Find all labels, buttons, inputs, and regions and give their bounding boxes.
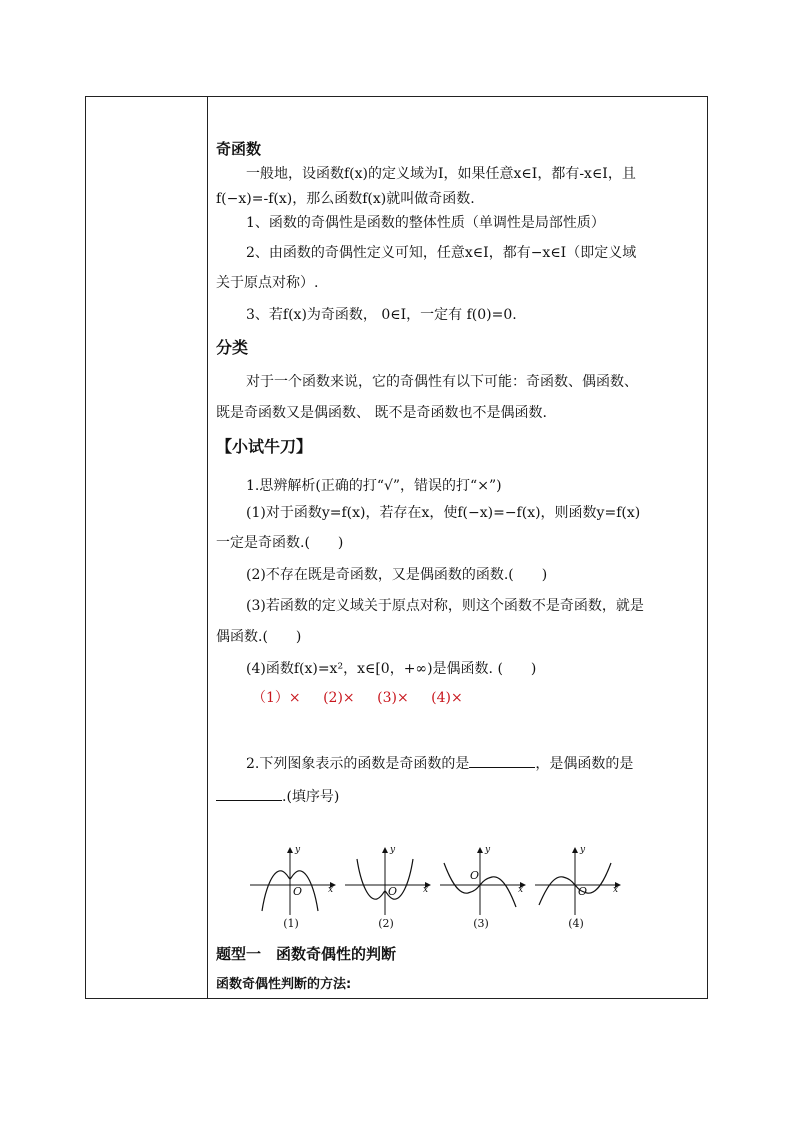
- classification-line1: 对于一个函数来说，它的奇偶性有以下可能：奇函数、偶函数、: [246, 374, 638, 390]
- right-column-cell: [208, 97, 707, 998]
- odd-note-1: 1、函数的奇偶性是函数的整体性质（单调性是局部性质）: [246, 215, 605, 231]
- practice-title: 【小试牛刀】: [216, 437, 313, 456]
- graph-3-caption: (3): [473, 917, 489, 930]
- q1-item1-line2: 一定是奇函数.( ): [216, 535, 344, 551]
- left-column-cell: [86, 97, 208, 998]
- q1-item4: (4)函数f(x)=x²，x∈[0，+∞)是偶函数. ( ): [246, 661, 537, 677]
- q2-odd-prompt: 2.下列图象表示的函数是奇函数的是: [246, 756, 470, 772]
- answer-3: (3)×: [377, 690, 409, 706]
- q1-item3-line2: 偶函数.( ): [216, 629, 302, 645]
- type1-title: 题型一 函数奇偶性的判断: [216, 945, 397, 963]
- q1-item1-line1: (1)对于函数y=f(x)，若存在x，使f(−x)=−f(x)，则函数y=f(x): [246, 505, 641, 521]
- graph-1-x-label: x: [328, 885, 334, 895]
- q1-item2: (2)不存在既是奇函数，又是偶函数的函数.( ): [246, 567, 548, 583]
- graph-4-origin-label: O: [578, 885, 588, 898]
- q1-item3-line1: (3)若函数的定义域关于原点对称，则这个函数不是奇函数，就是: [246, 598, 644, 614]
- content-table: [85, 96, 708, 999]
- odd-def-line1: 一般地，设函数f(x)的定义域为I，如果任意x∈I，都有-x∈I，且: [246, 166, 636, 182]
- graph-1-svg: [246, 845, 338, 917]
- graph-3-svg: [436, 845, 528, 917]
- q2-odd-blank[interactable]: [469, 753, 535, 768]
- q2-even-blank[interactable]: [216, 786, 282, 801]
- graph-2-y-label: y: [390, 845, 396, 855]
- answer-4: (4)×: [431, 690, 463, 706]
- graph-2-origin-label: O: [388, 885, 398, 898]
- graph-2-caption: (2): [378, 917, 394, 930]
- graph-4-x-label: x: [613, 885, 619, 895]
- graph-3-y-label: y: [485, 845, 491, 855]
- q2-fill-hint: .(填序号): [282, 789, 340, 805]
- odd-function-title: 奇函数: [216, 140, 262, 158]
- q1-intro: 1.思辨解析(正确的打“√”，错误的打“×”): [246, 478, 502, 494]
- graph-4: [531, 845, 623, 935]
- graph-3: [436, 845, 528, 935]
- type1-method: 函数奇偶性判断的方法:: [216, 977, 352, 992]
- q2-line2: [216, 786, 339, 807]
- odd-def-line2: f(−x)=-f(x)，那么函数f(x)就叫做奇函数.: [216, 191, 475, 207]
- answer-2: (2)×: [323, 690, 355, 706]
- classification-title: 分类: [216, 338, 249, 357]
- odd-note-3: 3、若f(x)为奇函数， 0∈I，一定有 f(0)=0.: [246, 307, 517, 323]
- q2-line1: [246, 753, 633, 774]
- graph-3-x-label: x: [518, 885, 524, 895]
- classification-line2: 既是奇函数又是偶函数、 既不是奇函数也不是偶函数.: [216, 405, 547, 421]
- q2-even-prompt: ，是偶函数的是: [535, 756, 634, 772]
- graph-1-origin-label: O: [293, 885, 303, 898]
- answer-1: （1）×: [252, 690, 301, 706]
- graph-2-svg: [341, 845, 433, 917]
- odd-note-2-line1: 2、由函数的奇偶性定义可知，任意x∈I，都有−x∈I（即定义域: [246, 245, 637, 261]
- graph-1-caption: (1): [283, 917, 299, 930]
- graph-4-y-label: y: [580, 845, 586, 855]
- graph-3-origin-label: O: [470, 869, 480, 882]
- odd-note-2-line2: 关于原点对称）.: [216, 275, 319, 291]
- graph-2: [341, 845, 433, 935]
- graph-4-caption: (4): [568, 917, 584, 930]
- graph-1-y-label: y: [295, 845, 301, 855]
- graph-1: [246, 845, 338, 935]
- answer-row: [252, 688, 481, 708]
- graph-2-x-label: x: [423, 885, 429, 895]
- graph-4-svg: [531, 845, 623, 917]
